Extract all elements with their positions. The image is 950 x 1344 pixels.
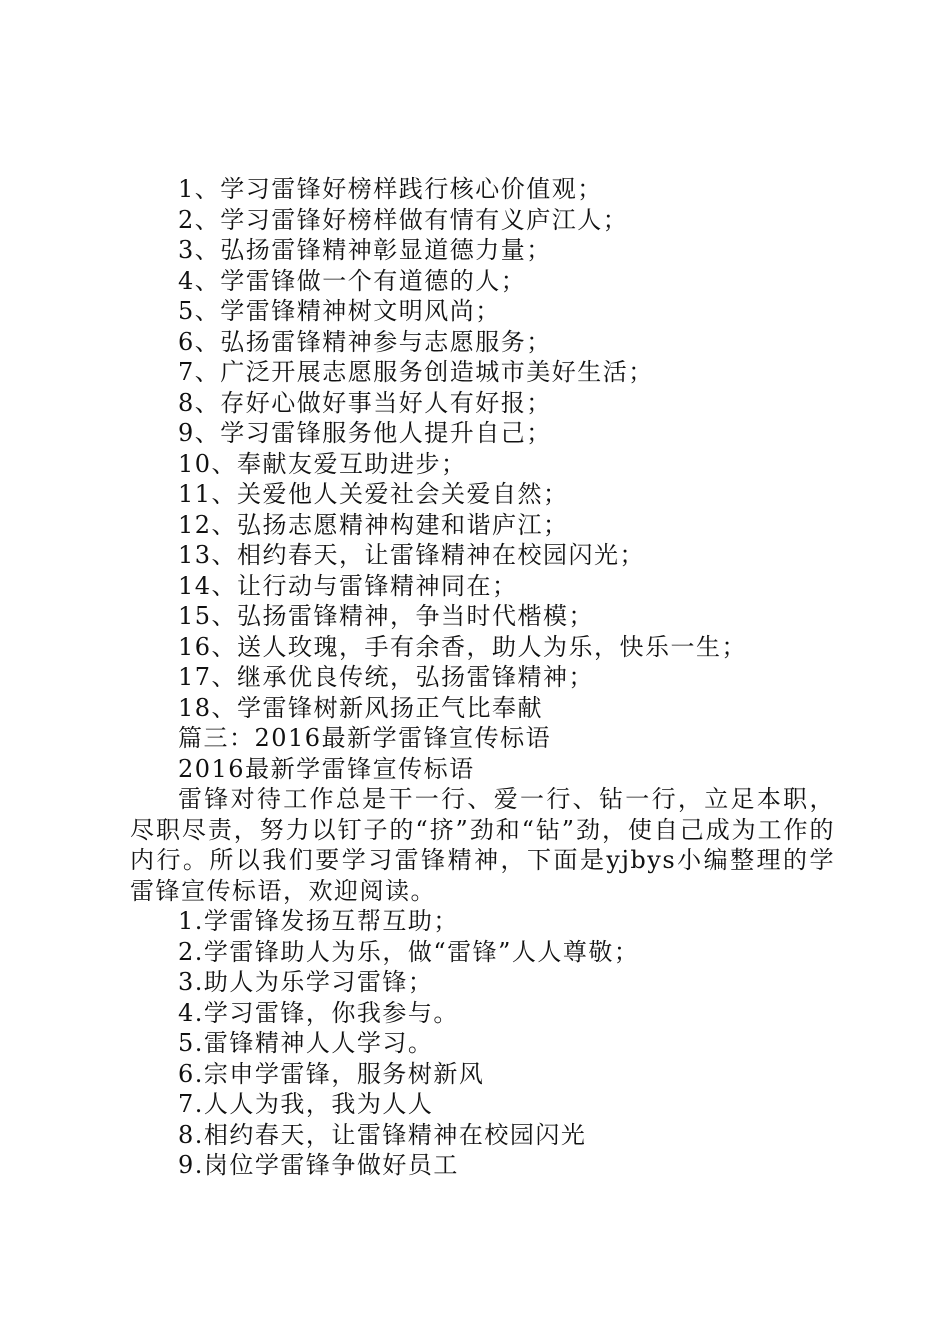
slogan-item: 8、存好心做好事当好人有好报； [178, 388, 552, 417]
slogan-item: 17、继承优良传统，弘扬雷锋精神； [178, 663, 595, 691]
slogan-item: 6、弘扬雷锋精神参与志愿服务； [178, 327, 552, 356]
slogan-item: 13、相约春天，让雷锋精神在校园闪光； [178, 541, 646, 569]
slogan-item: 14、让行动与雷锋精神同在； [178, 571, 518, 600]
section-title: 2016最新学雷锋宣传标语 [178, 754, 475, 783]
slogan-item: 2、学习雷锋好榜样做有情有义庐江人； [178, 205, 629, 234]
slogan-item: 12、弘扬志愿精神构建和谐庐江； [178, 510, 569, 539]
document-body [130, 174, 835, 1181]
slogan-item: 7、广泛开展志愿服务创造城市美好生活； [178, 358, 654, 386]
slogan-item: 10、奉献友爱互助进步； [178, 449, 467, 478]
slogan-item: 7.人人为我，我为人人 [178, 1090, 434, 1118]
slogan-item: 9.岗位学雷锋争做好员工 [178, 1151, 459, 1179]
slogan-item: 8.相约春天，让雷锋精神在校园闪光 [178, 1120, 587, 1149]
slogan-item: 15、弘扬雷锋精神，争当时代楷模； [178, 602, 595, 630]
slogan-item: 18、学雷锋树新风扬正气比奉献 [178, 693, 544, 722]
slogan-item: 2.学雷锋助人为乐，做“雷锋”人人尊敬； [178, 937, 640, 966]
slogan-item: 6.宗申学雷锋，服务树新风 [178, 1059, 485, 1088]
section-heading: 篇三：2016最新学雷锋宣传标语 [178, 724, 552, 752]
slogan-item: 4.学习雷锋，你我参与。 [178, 998, 459, 1027]
slogan-item: 1.学雷锋发扬互帮互助； [178, 907, 459, 935]
slogan-item: 5、学雷锋精神树文明风尚； [178, 297, 501, 325]
slogan-item: 1、学习雷锋好榜样践行核心价值观； [178, 175, 603, 203]
slogan-item: 3、弘扬雷锋精神彰显道德力量； [178, 236, 552, 264]
slogan-item: 5.雷锋精神人人学习。 [178, 1029, 434, 1057]
slogan-item: 4、学雷锋做一个有道德的人； [178, 266, 527, 295]
slogan-item: 9、学习雷锋服务他人提升自己； [178, 419, 552, 447]
intro-paragraph: 雷锋对待工作总是干一行、爱一行、钻一行，立足本职，尽职尽责，努力以钉子的“挤”劲和“钻”劲，使自己成为工作的内行。所以我们要学习雷锋精神，下面是yjbys小编整理的学雷锋宣传标语，欢迎阅读。 [130, 785, 835, 905]
slogan-item: 11、关爱他人关爱社会关爱自然； [178, 480, 569, 508]
slogan-item: 16、送人玫瑰，手有余香，助人为乐，快乐一生； [178, 632, 748, 661]
slogan-item: 3.助人为乐学习雷锋； [178, 968, 434, 996]
